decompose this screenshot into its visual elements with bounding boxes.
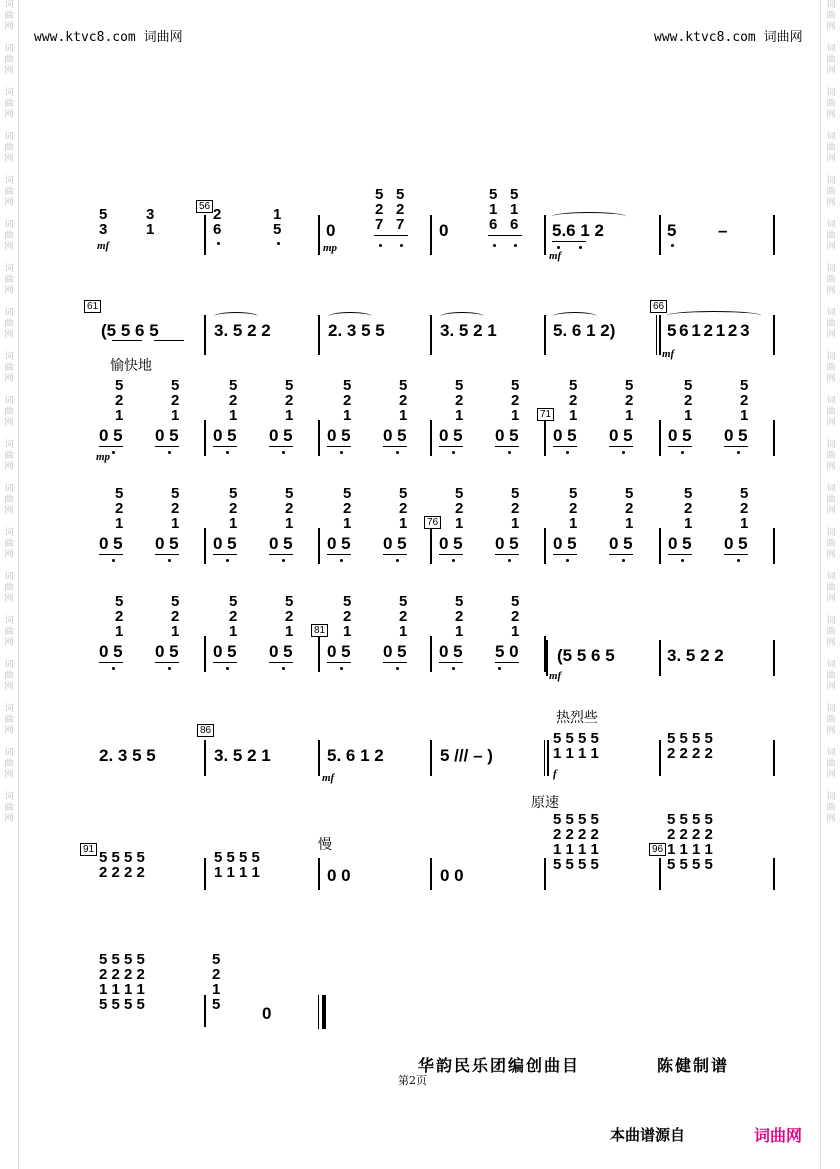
- barline: [318, 315, 320, 355]
- barline: [544, 528, 546, 564]
- notes: 0 5: [668, 534, 692, 553]
- low-dot: [622, 559, 625, 562]
- chord: 5 2 7: [396, 186, 405, 233]
- notes: 0 5: [609, 426, 633, 445]
- underline: [383, 554, 407, 555]
- notes: 0 5: [495, 426, 519, 445]
- source-label: 本曲谱源自: [610, 1126, 686, 1144]
- chord: 5 2 1: [625, 485, 634, 532]
- underline: [383, 662, 407, 663]
- notes: 0 5: [155, 426, 179, 445]
- barline: [544, 740, 545, 776]
- chord: 5 2 1: [684, 485, 693, 532]
- chord: 5 2 1: [171, 485, 180, 532]
- notes: 0 5: [383, 426, 407, 445]
- notes: 0 5: [439, 534, 463, 553]
- underline: [609, 446, 633, 447]
- low-dot: [681, 559, 684, 562]
- underline: [155, 554, 179, 555]
- chord: 5 2 1: [229, 485, 238, 532]
- dynamic-mark: mp: [323, 242, 338, 254]
- notes: 0 5: [668, 426, 692, 445]
- low-dot: [452, 451, 455, 454]
- chord: 3 1: [146, 206, 155, 238]
- chord: 5 2 1: [511, 377, 520, 424]
- low-dot: [508, 451, 511, 454]
- low-dot: [622, 451, 625, 454]
- underline: [327, 446, 351, 447]
- low-dot: [168, 667, 171, 670]
- chord: 5 2 1: [171, 593, 180, 640]
- notes: 3. 5 2 1: [440, 321, 497, 340]
- notes: 0 5: [269, 534, 293, 553]
- chord: 5 2 1: [115, 377, 124, 424]
- chord: 5 2 1: [625, 377, 634, 424]
- notes: 0 5: [99, 534, 123, 553]
- notes: 0 5: [383, 534, 407, 553]
- dynamic-mark: mf: [549, 670, 562, 682]
- header-url-right[interactable]: www.ktvc8.com 词曲网: [654, 30, 803, 45]
- low-dot: [396, 667, 399, 670]
- side-watermark-left: 词 曲 网 词 曲 网 词 曲 网 词 曲 网 词 曲 网 词 曲 网 词 曲 网 词 曲 网 词 曲 网 词 曲 网 词 曲 网 词 曲 网 词 曲 网 词 曲 网 词 曲 网 词 曲 网 词 曲 网 词 曲 网 词 曲 网: [4, 0, 14, 824]
- footer-arranger: 华韵民乐团编创曲目: [418, 1056, 581, 1075]
- underline: [213, 446, 237, 447]
- underline: [99, 554, 123, 555]
- source-logo[interactable]: 词曲网: [754, 1126, 803, 1145]
- underline: [154, 340, 184, 341]
- underline: [439, 662, 463, 663]
- low-dot: [217, 242, 220, 245]
- low-dot: [226, 559, 229, 562]
- notes: 0 5: [724, 426, 748, 445]
- chord: 5 2 1: [511, 593, 520, 640]
- underline: [439, 446, 463, 447]
- low-dot: [514, 244, 517, 247]
- barline: [659, 420, 661, 456]
- chord: 5 2 1: [740, 485, 749, 532]
- slur: [667, 311, 761, 320]
- notes: 0 5: [213, 642, 237, 661]
- chord: 5 5 5 5 2 2 2 2: [667, 730, 713, 762]
- underline: [327, 554, 351, 555]
- barline: [204, 740, 206, 776]
- notes: 0 5: [327, 426, 351, 445]
- measure-number: 91: [80, 843, 97, 856]
- note: 5: [667, 221, 677, 240]
- underline: [495, 662, 519, 663]
- barline: [544, 858, 546, 890]
- barline: [656, 315, 657, 355]
- chord: 5 2 1: [285, 593, 294, 640]
- low-dot: [226, 451, 229, 454]
- notes: 5. 6 1 2: [327, 746, 384, 765]
- low-dot: [566, 559, 569, 562]
- barline: [430, 215, 432, 255]
- barline: [659, 740, 661, 776]
- underline: [269, 446, 293, 447]
- low-dot: [340, 451, 343, 454]
- chord: 5 2 1: [285, 485, 294, 532]
- chord: 5 2 1: [343, 485, 352, 532]
- chord: 5 1 6: [510, 186, 519, 233]
- chord: 5 2 1: [115, 593, 124, 640]
- chord: 5 2 1: [684, 377, 693, 424]
- chord: 5 2 1: [399, 377, 408, 424]
- barline: [204, 528, 206, 564]
- expression-intense: 热烈些: [556, 710, 598, 726]
- underline: [553, 446, 577, 447]
- note: 0: [439, 221, 449, 240]
- chord: 5 5 5 5 1 1 1 1: [214, 849, 260, 881]
- dynamic-mark: mp: [96, 451, 111, 463]
- barline: [430, 636, 432, 672]
- dynamic-mark: f: [553, 768, 557, 780]
- barline: [773, 740, 775, 776]
- notes: 5.6 1 2: [552, 221, 604, 240]
- low-dot: [396, 451, 399, 454]
- underline: [269, 662, 293, 663]
- slur: [553, 312, 597, 321]
- low-dot: [340, 667, 343, 670]
- expression-slow: 慢: [318, 837, 332, 853]
- dynamic-mark: mf: [662, 348, 675, 360]
- underline: [439, 554, 463, 555]
- notes: 2. 3 5 5: [99, 746, 156, 765]
- underline: [155, 662, 179, 663]
- barline: [430, 528, 432, 564]
- notes: 0 5: [439, 642, 463, 661]
- chord: 5 2 1: [455, 485, 464, 532]
- notes: 0 5: [553, 534, 577, 553]
- underline: [213, 554, 237, 555]
- notes: 0 5: [99, 642, 123, 661]
- low-dot: [400, 244, 403, 247]
- notes: 5 6 1 2 1 2 3: [667, 321, 749, 340]
- measure-number: 86: [197, 724, 214, 737]
- measure-number: 81: [311, 624, 328, 637]
- slur: [214, 312, 258, 321]
- notes: 0 5: [213, 426, 237, 445]
- footer-notation-by: 陈健制谱: [657, 1056, 730, 1075]
- chord: 5 5 5 5 1 1 1 1: [553, 730, 599, 762]
- barline: [204, 215, 206, 255]
- chord: 5 5 5 5 2 2 2 2 1 1 1 1 5 5 5 5: [99, 951, 145, 1013]
- measure-number: 76: [424, 516, 441, 529]
- side-watermark-right: 词 曲 网 词 曲 网 词 曲 网 词 曲 网 词 曲 网 词 曲 网 词 曲 网 词 曲 网 词 曲 网 词 曲 网 词 曲 网 词 曲 网 词 曲 网 词 曲 网 词 曲 网 词 曲 网 词 曲 网 词 曲 网 词 曲 网: [826, 0, 836, 824]
- barline: [773, 215, 775, 255]
- barline: [430, 740, 432, 776]
- chord: 5 2 1: [285, 377, 294, 424]
- notes: (5 5 6 5: [557, 646, 615, 665]
- notes: 0 5: [269, 426, 293, 445]
- note: 0: [326, 221, 336, 240]
- header-url-left[interactable]: www.ktvc8.com 词曲网: [34, 30, 183, 45]
- barline: [773, 420, 775, 456]
- underline: [609, 554, 633, 555]
- barline: [318, 215, 320, 255]
- chord: 5 2 1: [740, 377, 749, 424]
- barline: [204, 636, 206, 672]
- measure-number: 56: [196, 200, 213, 213]
- notes: 0 5: [609, 534, 633, 553]
- dynamic-mark: mf: [322, 772, 335, 784]
- notes: 3. 5 2 1: [214, 746, 271, 765]
- barline: [430, 420, 432, 456]
- dash: –: [718, 221, 728, 240]
- notes: 0 5: [269, 642, 293, 661]
- barline: [318, 858, 320, 890]
- slur: [440, 312, 484, 321]
- dynamic-mark: mf: [549, 250, 562, 262]
- notes: 0 5: [724, 534, 748, 553]
- notes: 5. 6 1 2): [553, 321, 616, 340]
- underline: [724, 446, 748, 447]
- barline: [546, 640, 548, 676]
- low-dot: [498, 667, 501, 670]
- slur: [328, 312, 372, 321]
- barline: [773, 528, 775, 564]
- low-dot: [282, 451, 285, 454]
- barline: [659, 215, 661, 255]
- low-dot: [379, 244, 382, 247]
- underline: [552, 241, 586, 242]
- underline: [112, 340, 142, 341]
- low-dot: [282, 559, 285, 562]
- barline: [773, 315, 775, 355]
- notes: 0 5: [383, 642, 407, 661]
- chord: 5 5 5 5 2 2 2 2 1 1 1 1 5 5 5 5: [667, 811, 713, 873]
- underline: [213, 662, 237, 663]
- notes: 0 5: [327, 534, 351, 553]
- barline: [318, 528, 320, 564]
- low-dot: [112, 451, 115, 454]
- underline: [488, 235, 522, 236]
- chord: 5 2 1: [569, 377, 578, 424]
- low-dot: [737, 451, 740, 454]
- underline: [374, 235, 408, 236]
- notes: 5 0: [495, 642, 519, 661]
- low-dot: [557, 246, 560, 249]
- final-barline-thin: [318, 995, 319, 1029]
- chord: 5 2 1: [455, 593, 464, 640]
- measure-number: 66: [650, 300, 667, 313]
- chord: 5 2 1: [229, 377, 238, 424]
- chord: 5 2 1 5: [212, 951, 221, 1013]
- low-dot: [671, 244, 674, 247]
- chord: 5 2 7: [375, 186, 384, 233]
- low-dot: [566, 451, 569, 454]
- low-dot: [282, 667, 285, 670]
- chord: 5 3: [99, 206, 108, 238]
- slur: [552, 212, 626, 221]
- barline: [204, 420, 206, 456]
- low-dot: [112, 667, 115, 670]
- measure-number: 61: [84, 300, 101, 313]
- underline: [99, 446, 123, 447]
- final-barline-thick: [322, 995, 326, 1029]
- chord: 5 2 1: [171, 377, 180, 424]
- underline: [495, 554, 519, 555]
- chord: 5 2 1: [115, 485, 124, 532]
- notes: 5 /// – ): [440, 746, 493, 765]
- barline: [204, 315, 206, 355]
- measure-number: 71: [537, 408, 554, 421]
- low-dot: [340, 559, 343, 562]
- barline: [547, 740, 549, 776]
- barline: [318, 420, 320, 456]
- low-dot: [737, 559, 740, 562]
- low-dot: [396, 559, 399, 562]
- expression-tempo-primo: 原速: [531, 795, 559, 811]
- notes: 3. 5 2 2: [214, 321, 271, 340]
- barline: [318, 636, 320, 672]
- low-dot: [112, 559, 115, 562]
- barline: [659, 858, 661, 890]
- low-dot: [168, 451, 171, 454]
- chord: 5 2 1: [511, 485, 520, 532]
- barline: [204, 858, 206, 890]
- notes: 0 0: [327, 866, 351, 885]
- low-dot: [277, 242, 280, 245]
- measure-number: 96: [649, 843, 666, 856]
- low-dot: [226, 667, 229, 670]
- low-dot: [508, 559, 511, 562]
- underline: [383, 446, 407, 447]
- barline: [659, 315, 661, 355]
- expression-lively: 愉快地: [110, 358, 152, 374]
- chord: 5 2 1: [569, 485, 578, 532]
- notes: 0 5: [327, 642, 351, 661]
- barline: [430, 858, 432, 890]
- notes: 0 5: [99, 426, 123, 445]
- chord: 2 6: [213, 206, 222, 238]
- notes: 0 5: [439, 426, 463, 445]
- underline: [668, 554, 692, 555]
- low-dot: [493, 244, 496, 247]
- chord: 5 2 1: [229, 593, 238, 640]
- underline: [553, 554, 577, 555]
- barline: [544, 315, 546, 355]
- notes: 2. 3 5 5: [328, 321, 385, 340]
- chord: 5 2 1: [455, 377, 464, 424]
- barline: [544, 420, 546, 456]
- barline: [204, 995, 206, 1027]
- chord: 1 5: [273, 206, 282, 238]
- chord: 5 5 5 5 2 2 2 2: [99, 849, 145, 881]
- low-dot: [168, 559, 171, 562]
- low-dot: [579, 246, 582, 249]
- underline: [495, 446, 519, 447]
- barline: [773, 858, 775, 890]
- underline: [668, 446, 692, 447]
- notes: 0 5: [213, 534, 237, 553]
- chord: 5 2 1: [399, 485, 408, 532]
- barline: [430, 315, 432, 355]
- page-number: 第2页: [398, 1074, 427, 1087]
- notes: 0 5: [155, 642, 179, 661]
- underline: [724, 554, 748, 555]
- chord: 5 5 5 5 2 2 2 2 1 1 1 1 5 5 5 5: [553, 811, 599, 873]
- barline: [318, 740, 320, 776]
- notes: 0 0: [440, 866, 464, 885]
- dynamic-mark: mf: [97, 240, 110, 252]
- underline: [327, 662, 351, 663]
- notes: 0 5: [155, 534, 179, 553]
- notes: (5 5 6 5: [101, 321, 159, 340]
- barline: [659, 528, 661, 564]
- underline: [269, 554, 293, 555]
- underline: [155, 446, 179, 447]
- barline: [773, 640, 775, 676]
- notes: 0 5: [553, 426, 577, 445]
- notes: 3. 5 2 2: [667, 646, 724, 665]
- barline: [659, 640, 661, 676]
- notes: 0 5: [495, 534, 519, 553]
- low-dot: [452, 667, 455, 670]
- barline: [544, 215, 546, 255]
- underline: [99, 662, 123, 663]
- chord: 5 2 1: [343, 593, 352, 640]
- low-dot: [452, 559, 455, 562]
- low-dot: [681, 451, 684, 454]
- chord: 5 2 1: [399, 593, 408, 640]
- note: 0: [262, 1004, 272, 1023]
- chord: 5 1 6: [489, 186, 498, 233]
- chord: 5 2 1: [343, 377, 352, 424]
